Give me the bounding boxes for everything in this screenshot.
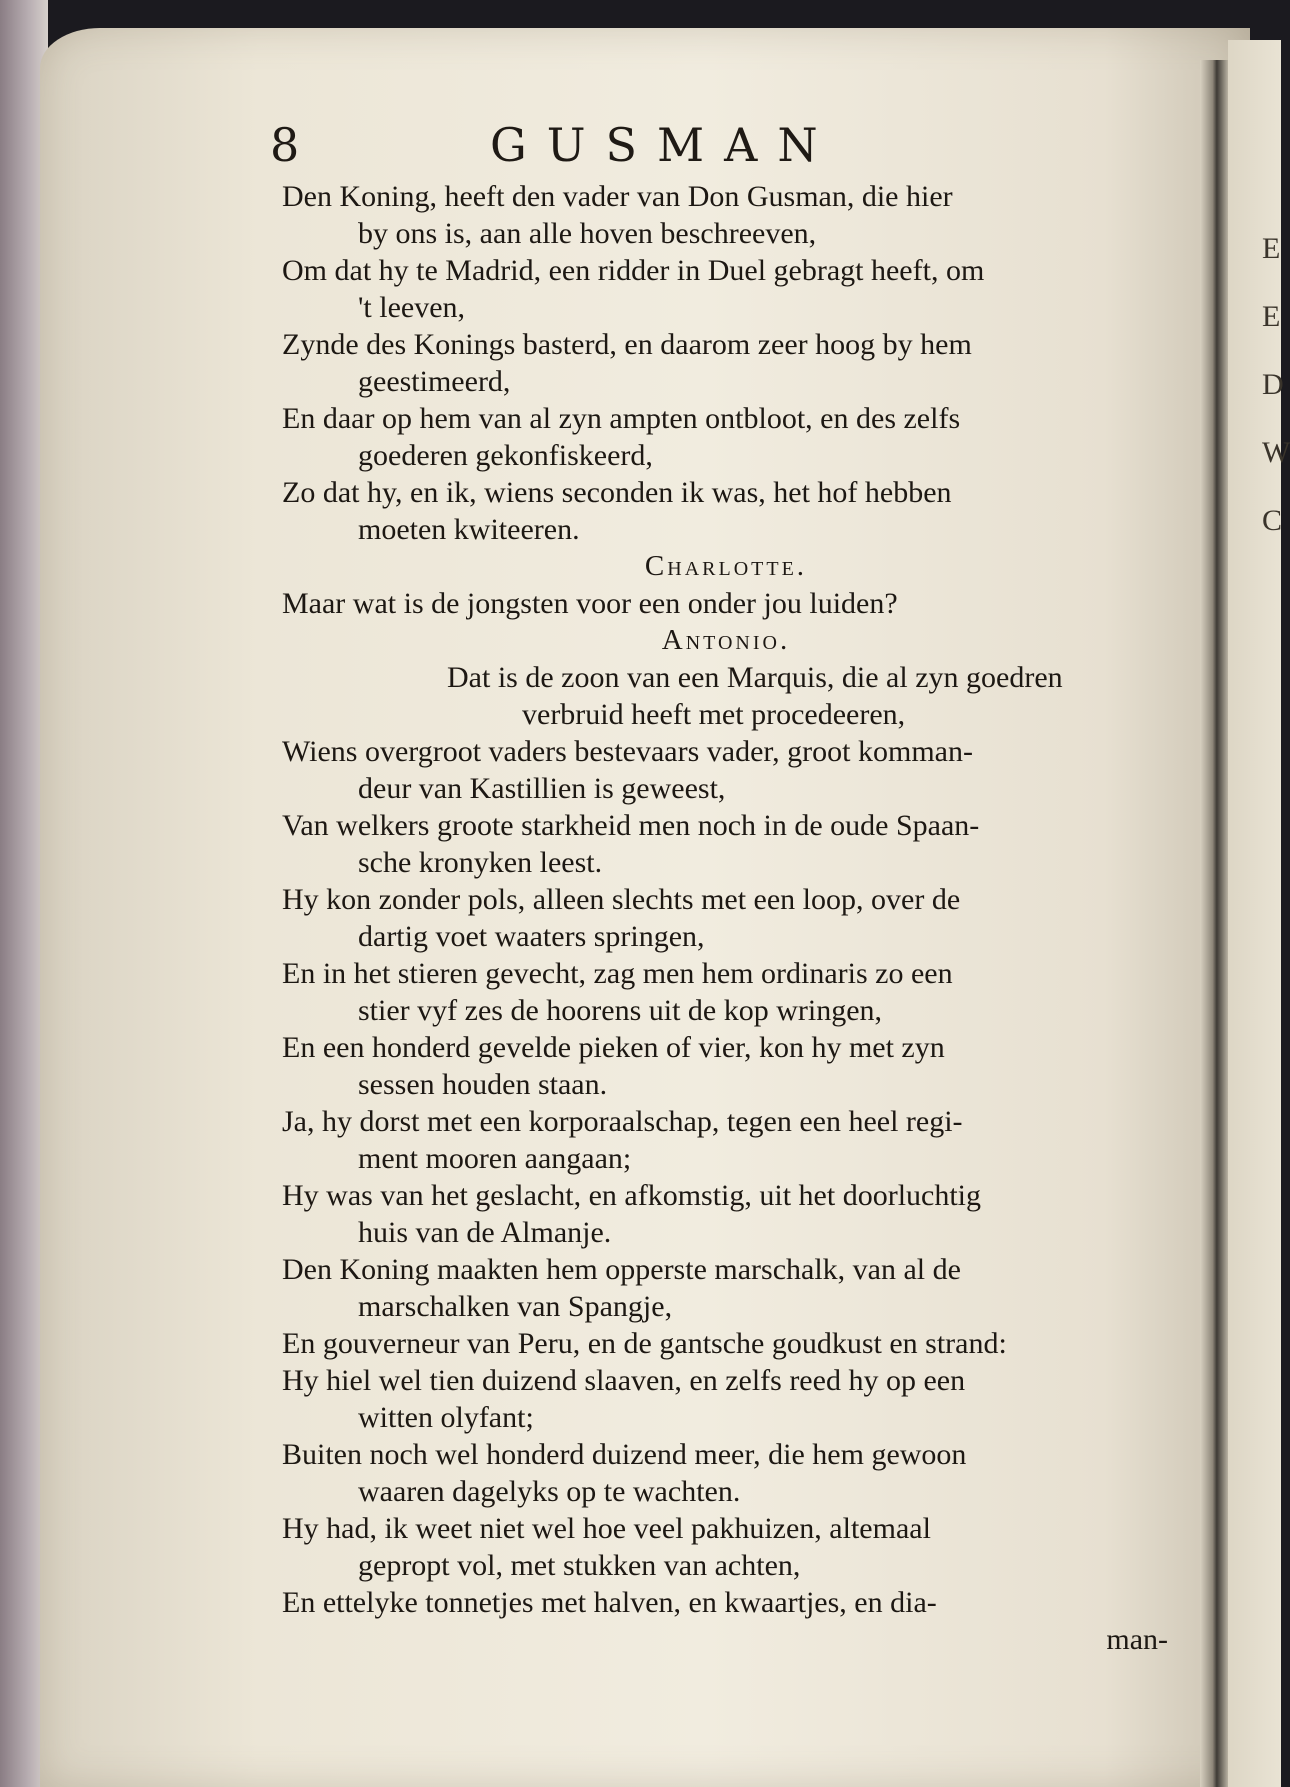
- verse-line: Van welkers groote starkheid men noch in de oude Spaan-: [282, 809, 980, 842]
- verse-line: En in het stieren gevecht, zag men hem ordinaris zo een: [282, 957, 953, 990]
- verse-line: ment mooren aangaan;: [358, 1142, 632, 1175]
- verse-line: En een honderd gevelde pieken of vier, kon hy met zyn: [282, 1031, 945, 1064]
- verse-line: stier vyf zes de hoorens uit de kop wringen,: [358, 994, 883, 1027]
- verse-line: verbruid heeft met procedeeren,: [522, 698, 906, 731]
- facing-page-letter: W: [1262, 436, 1290, 469]
- verse-line: Den Koning, heeft den vader van Don Gusman, die hier: [282, 180, 953, 213]
- page-number: 8: [270, 118, 300, 172]
- verse-line: Zynde des Konings basterd, en daarom zeer hoog by hem: [282, 328, 972, 361]
- verse-line: En daar op hem van al zyn ampten ontbloot, en des zelfs: [282, 402, 961, 435]
- verse-line: Hy hiel wel tien duizend slaaven, en zelfs reed hy op een: [282, 1364, 966, 1397]
- verse-line: 't leeven,: [358, 291, 466, 324]
- facing-page-letter: E: [1262, 300, 1281, 333]
- verse-line: Hy was van het geslacht, en afkomstig, uit het doorluchtig: [282, 1179, 982, 1212]
- verse-line: Zo dat hy, en ik, wiens seconden ik was, het hof hebben: [282, 476, 952, 509]
- verse-line: sessen houden staan.: [358, 1068, 608, 1101]
- verse-line: Ja, hy dorst met een korporaalschap, tegen een heel regi-: [282, 1105, 963, 1138]
- verse-line: sche kronyken leest.: [358, 846, 603, 879]
- verse-line: by ons is, aan alle hoven beschreeven,: [358, 217, 817, 250]
- verse-line: marschalken van Spangje,: [358, 1290, 673, 1323]
- book-gutter: [1200, 60, 1228, 1787]
- verse-line: gepropt vol, met stukken van achten,: [358, 1549, 801, 1582]
- catchword: man-: [1106, 1623, 1168, 1656]
- running-head: [270, 118, 990, 178]
- verse-line: moeten kwiteeren.: [358, 513, 580, 546]
- verse-line: deur van Kastillien is geweest,: [358, 772, 726, 805]
- facing-page-letter: C: [1262, 504, 1283, 537]
- verse-line: goederen gekonfiskeerd,: [358, 439, 653, 472]
- verse-line: geestimeerd,: [358, 365, 511, 398]
- verse-line: En gouverneur van Peru, en de gantsche goudkust en strand:: [282, 1327, 1007, 1360]
- verse-line: Hy kon zonder pols, alleen slechts met een loop, over de: [282, 883, 961, 916]
- verse-line: Dat is de zoon van een Marquis, die al zyn goedren: [447, 661, 1063, 694]
- speaker-name: Antonio.: [661, 624, 791, 656]
- speaker-name: Charlotte.: [644, 550, 808, 582]
- verse-line: Buiten noch wel honderd duizend meer, die hem gewoon: [282, 1438, 967, 1471]
- verse-line: Wiens overgroot vaders bestevaars vader, groot komman-: [282, 735, 973, 768]
- verse-line: waaren dagelyks op te wachten.: [358, 1475, 741, 1508]
- running-title: GUSMAN: [490, 118, 838, 172]
- verse-line: Om dat hy te Madrid, een ridder in Duel gebragt heeft, om: [282, 254, 985, 287]
- verse-line: huis van de Almanje.: [358, 1216, 612, 1249]
- play-text: [282, 178, 1170, 1658]
- verse-line: En ettelyke tonnetjes met halven, en kwaartjes, en dia-: [282, 1586, 937, 1619]
- verse-line: Hy had, ik weet niet wel hoe veel pakhuizen, altemaal: [282, 1512, 931, 1545]
- verse-line: Maar wat is de jongsten voor een onder jou luiden?: [282, 587, 898, 620]
- facing-page-letter: D: [1262, 368, 1284, 401]
- verse-line: Den Koning maakten hem opperste marschalk, van al de: [282, 1253, 961, 1286]
- facing-page-letter: E: [1262, 232, 1281, 265]
- verse-line: witten olyfant;: [358, 1401, 534, 1434]
- verse-line: dartig voet waaters springen,: [358, 920, 705, 953]
